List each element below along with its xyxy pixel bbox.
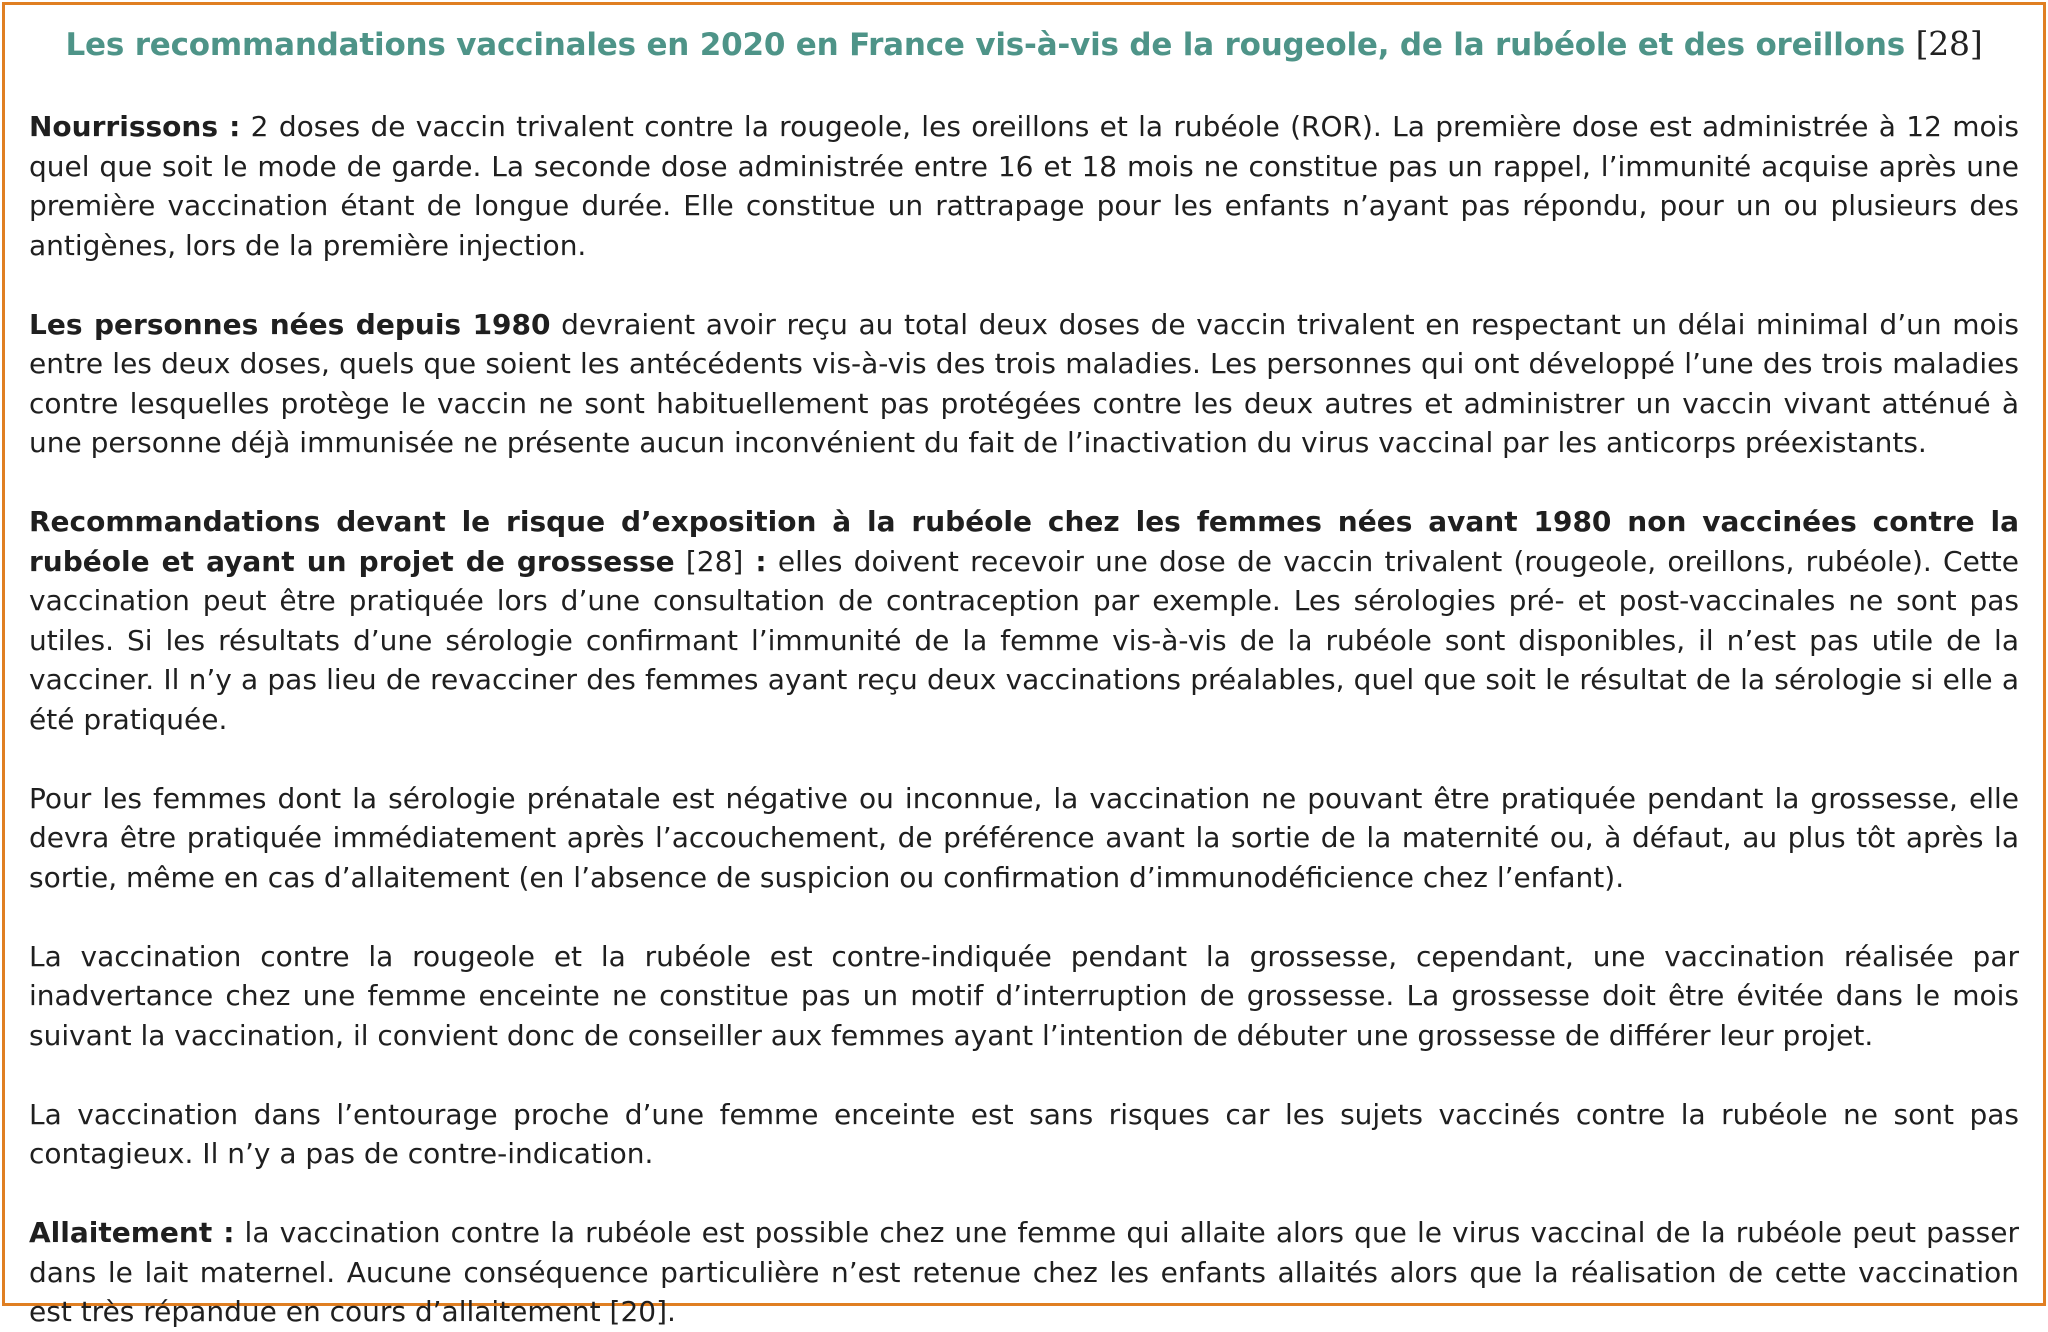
paragraph-text: devraient avoir reçu au total deux doses de vaccin trivalent en respectant un délai minimal d’un mois entre les deux doses, quels que soient les antécédents vis-à-vis des trois maladies. Les personnes qui ont développé l’une des trois maladies contre lesquelles protège le vaccin ne sont habituellement pas protégées contre les deux autres et administrer un vaccin vivant atténué à une personne déjà immunisée ne présente aucun inconvénient du fait de l’inactivation du virus vaccinal par les anticorps préexistants.	[29, 307, 2019, 459]
paragraph-lead: Recommandations devant le risque d’exposition à la rubéole chez les femmes nées avant 1980 non vaccinées contre la rubéole et ayant un projet de grossesse	[29, 505, 2019, 578]
paragraph-allaitement	[29, 1213, 2019, 1332]
paragraph-entourage	[29, 1095, 2019, 1174]
box-title-text: Les recommandations vaccinales en 2020 en France vis-à-vis de la rougeole, de la rubéole et des oreillons	[65, 27, 1905, 63]
box-title-reference: [28]	[1915, 24, 1983, 63]
recommendation-box	[2, 2, 2046, 1328]
paragraph-reference: [28]	[674, 544, 744, 578]
paragraph-text: Pour les femmes dont la sérologie prénatale est négative ou inconnue, la vaccination ne pouvant être pratiquée pendant la grossesse, elle devra être pratiquée immédiatement après l’accouchement, de préférence avant la sortie de la maternité ou, à défaut, au plus tôt après la sortie, même en cas d’allaitement (en l’absence de suspicion ou confirmation d’immunodéficience chez l’enfant).	[29, 781, 2019, 894]
paragraph-serologie-prenatale	[29, 779, 2019, 898]
paragraph-nourrissons	[29, 107, 2019, 265]
paragraph-lead: Allaitement :	[29, 1216, 235, 1249]
paragraph-text: la vaccination contre la rubéole est possible chez une femme qui allaite alors que le virus vaccinal de la rubéole peut passer dans le lait maternel. Aucune conséquence particulière n’est retenue chez les enfants allaités alors que la réalisation de cette vaccination est très répandue en cours d’allaitement [20].	[29, 1216, 2019, 1328]
paragraph-risque-rubeole	[29, 502, 2019, 739]
paragraph-lead: Nourrissons :	[29, 110, 241, 143]
box-content	[29, 107, 2019, 1332]
paragraph-text: La vaccination dans l’entourage proche d’une femme enceinte est sans risques car les sujets vaccinés contre la rubéole ne sont pas contagieux. Il n’y a pas de contre-indication.	[29, 1097, 2019, 1170]
paragraph-text: elles doivent recevoir une dose de vaccin trivalent (rougeole, oreillons, rubéole). Cette vaccination peut être pratiquée lors d’une consultation de contraception par exemple. Les sérologies pré- et post-vaccinales ne sont pas utiles. Si les résultats d’une sérologie confirmant l’immunité de la femme vis-à-vis de la rubéole sont disponibles, il n’est pas utile de la vacciner. Il n’y a pas lieu de revacciner des femmes ayant reçu deux vaccinations préalables, quel que soit le résultat de la sérologie si elle a été pratiquée.	[29, 544, 2019, 736]
box-title	[25, 22, 2023, 67]
paragraph-lead-colon: :	[743, 544, 767, 578]
paragraph-text: 2 doses de vaccin trivalent contre la rougeole, les oreillons et la rubéole (ROR). La première dose est administrée à 12 mois quel que soit le mode de garde. La seconde dose administrée entre 16 et 18 mois ne constitue pas un rappel, l’immunité acquise après une première vaccination étant de longue durée. Elle constitue un rattrapage pour les enfants n’ayant pas répondu, pour un ou plusieurs des antigènes, lors de la première injection.	[29, 110, 2019, 262]
paragraph-text: La vaccination contre la rougeole et la rubéole est contre-indiquée pendant la grossesse, cependant, une vaccination réalisée par inadvertance chez une femme enceinte ne constitue pas un motif d’interruption de grossesse. La grossesse doit être évitée dans le mois suivant la vaccination, il convient donc de conseiller aux femmes ayant l’intention de débuter une grossesse de différer leur projet.	[29, 939, 2019, 1052]
paragraph-personnes-nees-1980	[29, 305, 2019, 463]
paragraph-lead: Les personnes nées depuis 1980	[29, 307, 551, 341]
paragraph-contre-indication-grossesse	[29, 937, 2019, 1056]
